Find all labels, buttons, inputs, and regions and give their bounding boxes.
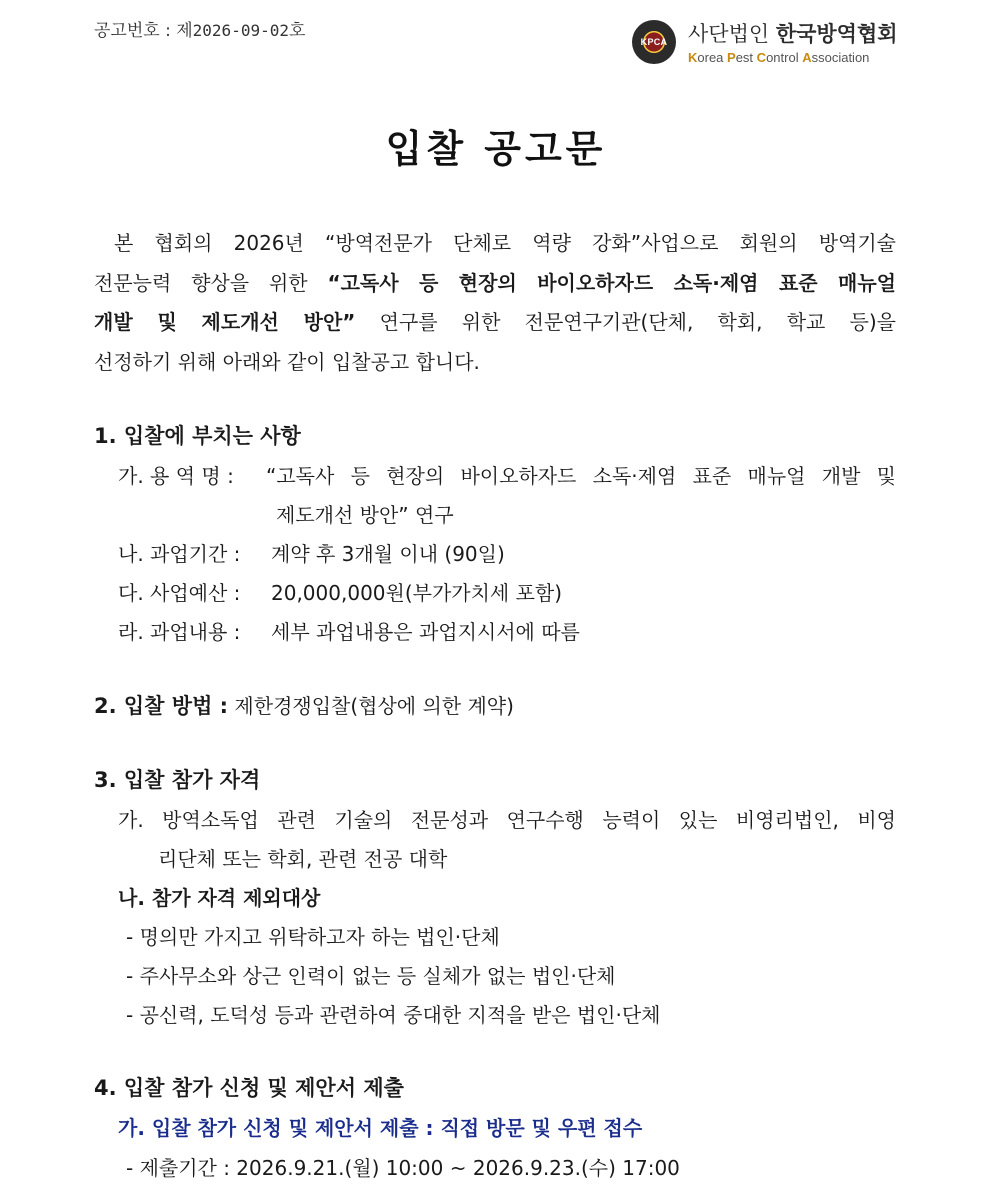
item-budget-value: 20,000,000원(부가가치세 포함) [271, 581, 563, 605]
item-budget-label: 다. 사업예산 : [118, 581, 241, 605]
exclusion-heading: 나. 참가 자격 제외대상 [118, 886, 321, 910]
intro-line-4: 선정하기 위해 아래와 같이 입찰공고 합니다. [94, 349, 480, 374]
section-2-heading: 2. 입찰 방법 : 제한경쟁입찰(협상에 의한 계약) [94, 694, 514, 718]
logo-name: 한국방역협회 [775, 22, 898, 46]
logo-korean-name [688, 18, 898, 48]
announcement-number-suffix: 호 [288, 21, 306, 41]
logo-prefix: 사단법인 [688, 22, 776, 46]
exclusion-item-2: - 주사무소와 상근 인력이 없는 등 실체가 없는 법인·단체 [126, 964, 616, 988]
logo-text [688, 18, 898, 65]
logo-english-name: Korea Pest Control Association [688, 50, 870, 65]
item-scope-value: 세부 과업내용은 과업지시서에 따름 [271, 620, 580, 644]
announcement-number-value: 2026-09-02 [192, 21, 289, 40]
intro-line-3: 개발 및 제도개선 방안” 연구를 위한 전문연구기관(단체, 학회, 학교 등)을 [94, 310, 897, 334]
item-service-name-label: 가. 용 역 명 : [118, 464, 234, 488]
section-3-heading: 3. 입찰 참가 자격 [94, 768, 261, 792]
exclusion-item-3: - 공신력, 도덕성 등과 관련하여 중대한 지적을 받은 법인·단체 [126, 1003, 661, 1027]
intro-line-1: 본 협회의 2026년 “방역전문가 단체로 역량 강화”사업으로 회원의 방역기술 [114, 231, 896, 255]
association-logo [632, 18, 932, 66]
intro-paragraph [94, 224, 896, 382]
item-service-name-line1: “고독사 등 현장의 바이오하자드 소독·제염 표준 매뉴얼 개발 및 [266, 464, 896, 488]
qualification-a-line2: 리단체 또는 학회, 관련 전공 대학 [158, 847, 448, 871]
emblem-text: KPCA [640, 37, 668, 47]
kpca-emblem-icon [632, 20, 676, 64]
bidding-method-value: 제한경쟁입찰(협상에 의한 계약) [228, 694, 514, 718]
announcement-number-label: 공고번호 : 제 [94, 21, 193, 41]
page-title: 입찰 공고문 [385, 127, 607, 171]
qualification-a-line1: 가. 방역소독업 관련 기술의 전문성과 연구수행 능력이 있는 비영리법인, 비영 [118, 808, 896, 832]
item-service-name-line2: 제도개선 방안” 연구 [276, 503, 454, 527]
submission-period: - 제출기간 : 2026.9.21.(월) 10:00 ~ 2026.9.23.(수) 17:00 [126, 1156, 680, 1180]
item-duration-label: 나. 과업기간 : [118, 542, 241, 566]
section-1-heading: 1. 입찰에 부치는 사항 [94, 424, 301, 448]
submission-method: 가. 입찰 참가 신청 및 제안서 제출 : 직접 방문 및 우편 접수 [118, 1116, 643, 1140]
intro-line-2: 전문능력 향상을 위한 “고독사 등 현장의 바이오하자드 소독·제염 표준 매뉴얼 [94, 270, 897, 295]
item-scope-label: 라. 과업내용 : [118, 620, 241, 644]
exclusion-item-1: - 명의만 가지고 위탁하고자 하는 법인·단체 [126, 925, 500, 949]
announcement-number [94, 16, 305, 41]
item-duration-value: 계약 후 3개월 이내 (90일) [271, 542, 505, 566]
section-4-heading: 4. 입찰 참가 신청 및 제안서 제출 [94, 1076, 404, 1100]
